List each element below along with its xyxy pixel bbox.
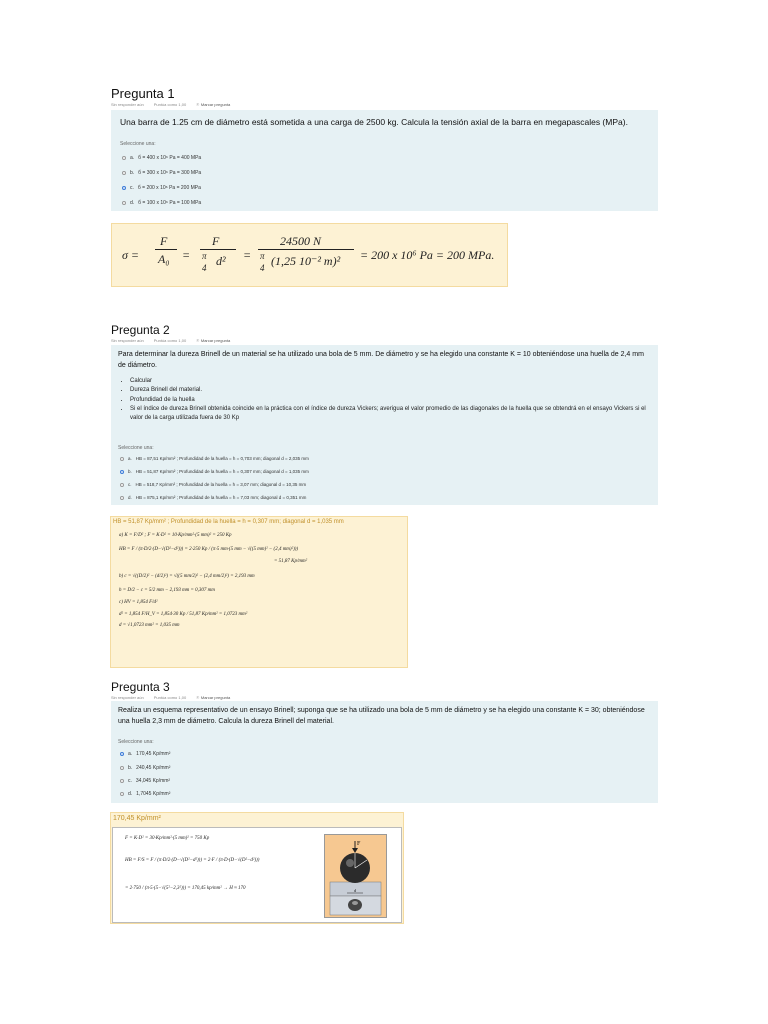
q3-feedback-box [110,812,404,924]
q2-option-b-text: HB = 51,87 Kp/mm² ; Profundidad de la huella = h = 0,307 mm; diagonal d = 1,035 mm [135,469,309,474]
q1-option-c-letter: c. [130,185,134,191]
q2-option-d-text: HB = 875,1 Kp/mm² ; Profundidad de la huella = h = 7,03 mm; diagonal d = 0,351 mm [135,495,307,500]
q1-formula-pi: π [202,251,207,261]
q2-work-line: a) K = F/D² ; F = K·D² = 10·Kp/mm²·(5 mm)² = 250 Kp [119,533,232,538]
q1-radio-c[interactable] [122,186,126,190]
q2-bullet: • Si el índice de dureza Brinell obtenida coincide en la práctica con el índice de dureza Vickers; averigua el valor promedio de las diagonales de la huella que se obtendrá en el ensayo Vickers si el valor de la carga utilizada fuera de 30 Kp [130,405,657,424]
q3-work-line: HB = F/S = F / (π·D/2·(D−√(D²−d²))) = 2·F / (π·D·(D−√(D²−d²))) [125,857,260,863]
q1-formula-num: 24500 N [280,234,322,248]
q2-radio-a[interactable] [120,457,124,461]
q1-radio-b[interactable] [122,171,126,175]
q1-formula-d2: d² [216,254,226,268]
q3-work [125,836,305,891]
q2-bullet: • Dureza Brinell del material. [130,386,657,395]
q1-formula-result: = 200 x 10⁶ Pa = 200 MPa. [360,248,495,262]
q1-formula-four: 4 [202,263,207,273]
q3-option-a[interactable] [120,751,170,757]
q3-option-b-letter: b. [128,765,133,771]
q1-flag-link[interactable]: ⚐ Marcar pregunta [196,102,231,107]
q1-option-c[interactable] [122,185,201,191]
q2-select-label: Seleccione una: [118,445,154,451]
q2-work-line: HB = F / (π·D/2·(D−√(D²−d²))) = 2·250 Kp / (π·5 mm·(5 mm − √((5 mm)² − (2,4 mm)²))) [119,546,299,552]
q2-work-line: = 51,87 Kp/mm² [274,558,308,564]
q3-meta [111,695,230,700]
q3-option-d-text: 1,7045 Kp/mm² [136,791,171,797]
q2-option-c-text: HB = 518,7 Kp/mm² ; Profundidad de la huella = h = 3,07 mm; diagonal d = 10,35 mm [135,482,307,487]
q1-score: Puntúa como 1,00 [153,102,187,107]
q2-work-line: h = D/2 − c = 5/2 mm − 2,193 mm = 0,307 mm [119,588,215,593]
q3-option-d-letter: d. [128,791,133,797]
q1-formula-four2: 4 [260,263,265,273]
q1-question-text: Una barra de 1.25 cm de diámetro está sometida a una carga de 2500 kg. Calcula la tensión axial de la barra en megapascales (MPa). [120,117,628,127]
q2-option-b[interactable] [120,469,309,474]
q1-option-d[interactable] [122,200,201,206]
q1-formula-f2: F [212,234,220,248]
q2-score: Puntúa como 1,00 [153,338,187,343]
q2-option-d[interactable] [120,495,306,500]
force-label: F [357,841,361,847]
q2-bullet: • Calcular [130,377,657,386]
q3-score: Puntúa como 1,00 [153,695,187,700]
q3-option-c-letter: c. [128,778,132,784]
q3-status: Sin responder aún [111,695,144,700]
q2-flag-label: Marcar pregunta [200,338,231,343]
q1-formula-a0: A₀ [158,252,170,266]
q1-title: Pregunta 1 [111,86,175,101]
q3-radio-d[interactable] [120,792,124,796]
q2-meta [111,338,230,343]
q1-option-b-text: б = 300 x 10⁶ Pa = 300 MPa [138,170,202,176]
q2-work-line: d = √1,0723 mm² = 1,035 mm [119,623,180,629]
q1-formula-den: (1,25 10⁻² m)² [271,254,341,268]
q3-radio-c[interactable] [120,779,124,783]
q1-formula-pi2: π [260,251,265,261]
q2-feedback-text: HB = 51,87 Kp/mm² ; Profundidad de la huella = h = 0,307 mm; diagonal d = 1,035 mm [113,519,344,525]
q1-formula-sigma: σ = [122,248,140,262]
q1-option-a[interactable] [122,155,201,161]
q2-bullet-list [120,377,657,423]
q1-option-d-text: б = 100 x 10⁶ Pa = 100 MPa [138,200,202,206]
q2-bullet: • Profundidad de la huella [130,396,657,405]
q2-option-a-letter: a. [128,456,132,461]
q2-work-line: b) c = √((D/2)² − (d/2)²) = √((5 mm/2)² − (2,4 mm/2)²) = 2,193 mm [119,574,255,580]
q1-option-b[interactable] [122,170,201,176]
q3-option-c[interactable] [120,778,170,784]
q2-option-c-letter: c. [128,482,132,487]
q2-feedback-box [110,516,408,668]
q2-option-d-letter: d. [128,495,132,500]
q1-option-b-letter: b. [130,170,135,176]
q2-question-text: Para determinar la dureza Brinell de un material se ha utilizado una bola de 5 mm. De diámetro y se ha elegido una constante K = 10 obteniéndose una huella de 2,4 mm de diámetro. [118,351,644,370]
q3-work-line: F = K·D² = 30·Kp/mm²·(5 mm)² = 750 Kp [125,836,210,841]
q2-radio-c[interactable] [120,483,124,487]
q2-panel [111,345,658,505]
d-label: d [354,888,356,893]
q1-select-label: Seleccione una: [120,141,156,147]
q2-radio-d[interactable] [120,496,124,500]
q2-flag-link[interactable]: ⚐ Marcar pregunta [196,338,231,343]
q2-option-b-letter: b. [128,469,132,474]
q3-title: Pregunta 3 [111,680,170,694]
q3-option-b[interactable] [120,765,170,771]
q3-question-text: Realiza un esquema representativo de un ensayo Brinell; suponga que se ha utilizado una bola de 5 mm de diámetro y se ha elegido una constante K = 30; obteniéndose una huella 2,3 mm de diámetro. Calcula la dureza Brinell del material. [118,707,645,726]
q1-meta [111,102,230,107]
q1-option-a-text: б = 400 x 10⁶ Pa = 400 MPa [138,155,202,161]
q3-radio-b[interactable] [120,766,124,770]
q2-title: Pregunta 2 [111,323,170,337]
q3-brinell-diagram [324,834,387,918]
q3-option-c-text: 34,045 Kp/mm² [135,778,171,784]
q2-radio-b[interactable] [120,470,124,474]
q2-option-c[interactable] [120,482,306,487]
q3-panel [111,701,658,803]
q2-option-a[interactable] [120,456,309,461]
q1-radio-d[interactable] [122,201,126,205]
q3-radio-a[interactable] [120,752,124,756]
q2-option-a-text: HB = 87,51 Kp/mm² ; Profundidad de la huella = h = 0,703 mm; diagonal d = 2,035 mm [135,456,309,461]
q3-option-b-text: 240,45 Kp/mm² [136,765,171,771]
brinell-test-illustration [325,835,386,917]
q3-option-d[interactable] [120,791,170,797]
q1-formula: σ = F A₀ = F π 4 d² = 24500 N π 4 (1,25 10⁻² m)² = 200 x 10⁶ Pa = 200 MPa. [122,234,495,273]
q2-work-line: c) HV = 1,854 F/d² [119,599,158,605]
q3-feedback-text: 170,45 Kp/mm² [113,815,161,822]
q2-work-line: d² = 1,854 F/H_V = 1,854·30 Kp / 51,87 Kp/mm² = 1,0723 mm² [119,611,248,617]
q1-formula-box [111,223,508,287]
q3-work-line: = 2·750 / (π·5·(5−√(5²−2,3²))) = 170,45 kp/mm² → H ≈ 170 [125,885,246,891]
q2-work [119,533,405,629]
q1-option-c-text: б = 200 x 10⁶ Pa = 200 MPa [137,185,201,191]
q3-work-frame [112,827,402,923]
q3-flag-link[interactable]: ⚐ Marcar pregunta [196,695,231,700]
q1-flag-label: Marcar pregunta [200,102,231,107]
q3-select-label: Seleccione una: [118,739,154,745]
q3-flag-label: Marcar pregunta [200,695,231,700]
q3-option-a-letter: a. [128,751,133,757]
q1-option-a-letter: a. [130,155,135,161]
q1-radio-a[interactable] [122,156,126,160]
q3-option-a-text: 170,45 Kp/mm² [136,751,171,757]
q1-status: Sin responder aún [111,102,144,107]
q2-status: Sin responder aún [111,338,144,343]
q1-formula-f: F [160,234,168,248]
q1-option-d-letter: d. [130,200,135,206]
q1-panel [111,110,658,211]
